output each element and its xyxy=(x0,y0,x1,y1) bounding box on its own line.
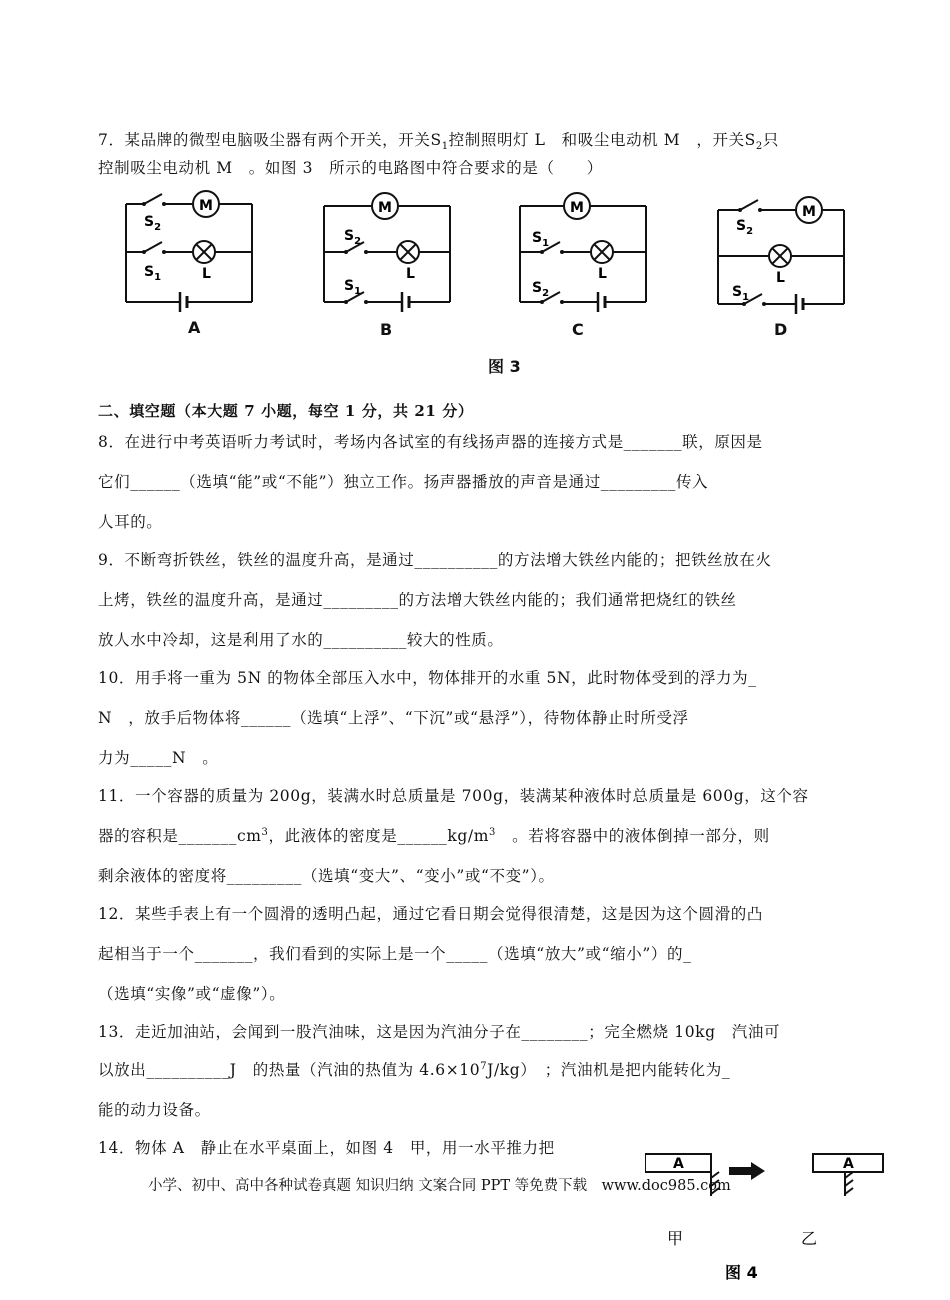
circuit-c xyxy=(518,190,648,314)
label-jia: 甲 xyxy=(667,1229,684,1248)
q8-line-3: 人耳的。 xyxy=(98,513,163,531)
motor-icon: M xyxy=(802,204,816,220)
motor-icon: M xyxy=(199,198,213,214)
figure-3-caption: 图 3 xyxy=(488,357,521,376)
q10-line-1: 10．用手将一重为 5N 的物体全部压入水中，物体排开的水重 5N，此时物体受到的浮力为_ xyxy=(98,669,757,687)
q9-line-2: 上烤，铁丝的温度升高，是通过_________的方法增大铁丝内能的；我们通常把烧红的铁丝 xyxy=(98,591,737,609)
switch-s2-label: $S_2$ xyxy=(144,214,162,233)
lamp-label: L xyxy=(776,270,785,286)
switch-s2-label: $S_2$ xyxy=(532,280,550,299)
footer-watermark: 小学、初中、高中各种试卷真题 知识归纳 文案合同 PPT 等免费下载 www.doc985.com xyxy=(148,1178,731,1194)
block-a-yi: A xyxy=(843,1156,854,1172)
circuit-d-label: D xyxy=(774,320,788,339)
q14-line-1: 14．物体 A 静止在水平桌面上，如图 4 甲，用一水平推力把 xyxy=(98,1139,555,1157)
q9-line-3: 放人水中冷却，这是利用了水的__________较大的性质。 xyxy=(98,631,504,649)
motor-icon: M xyxy=(378,200,392,216)
q13-line-2: 以放出__________J 的热量（汽油的热值为 $4.6\times 10^7J/kg$） ；汽油机是把内能转化为_ xyxy=(98,1060,731,1079)
q9-line-1: 9．不断弯折铁丝，铁丝的温度升高，是通过__________的方法增大铁丝内能的；把铁丝放在火 xyxy=(98,551,772,569)
q12-line-1: 12．某些手表上有一个圆滑的透明凸起，通过它看日期会觉得很清楚，这是因为这个圆滑的凸 xyxy=(98,905,763,923)
lamp-label: L xyxy=(406,266,415,282)
circuit-b xyxy=(322,190,452,314)
q8-line-2: 它们______（选填“能”或“不能”）独立工作。扬声器播放的声音是通过_________传入 xyxy=(98,473,709,491)
push-arrow-icon xyxy=(729,1167,751,1175)
q11-line-3: 剩余液体的密度将_________（选填“变大”、“变小”或“不变”）。 xyxy=(98,867,555,885)
motor-icon: M xyxy=(570,200,584,216)
q7-line-1: 7．某品牌的微型电脑吸尘器有两个开关，开关$S_1$控制照明灯 L 和吸尘电动机 M ，开关$S_2$只 xyxy=(98,131,779,153)
switch-s1-label: $S_1$ xyxy=(532,230,550,249)
section-2-heading: 二、填空题（本大题 7 小题，每空 1 分，共 21 分） xyxy=(98,402,474,420)
q11-line-2: 器的容积是$\_\_\_\_\_\_\_cm^3$，此液体的密度是$\_\_\_\_\_\_kg/m^3$ 。若将容器中的液体倒掉一部分，则 xyxy=(98,826,770,845)
circuit-b-diagram xyxy=(322,190,452,310)
circuit-c-label: C xyxy=(572,320,584,339)
circuit-d-diagram xyxy=(716,194,846,314)
block-a-jia: A xyxy=(673,1156,684,1172)
figure-4 xyxy=(645,1150,885,1294)
switch-s1-label: $S_1$ xyxy=(344,278,362,297)
q11-line-1: 11．一个容器的质量为 200g，装满水时总质量是 700g，装满某种液体时总质量是 600g，这个容 xyxy=(98,787,809,805)
q7-line-2: 控制吸尘电动机 M 。如图 3 所示的电路图中符合要求的是（ ） xyxy=(98,159,603,177)
switch-s2-label: $S_2$ xyxy=(344,228,362,247)
switch-s1-label: $S_1$ xyxy=(732,284,750,303)
q13-line-3: 能的动力设备。 xyxy=(98,1101,211,1119)
q10-line-3: 力为_____N 。 xyxy=(98,749,219,767)
q12-line-3: （选填“实像”或“虚像”）。 xyxy=(98,985,286,1003)
q12-line-2: 起相当于一个_______，我们看到的实际上是一个_____（选填“放大”或“缩小”）的_ xyxy=(98,945,692,963)
switch-s2-label: $S_2$ xyxy=(736,218,754,237)
circuit-a-diagram xyxy=(124,186,254,306)
lamp-label: L xyxy=(202,266,211,282)
lamp-label: L xyxy=(598,266,607,282)
circuit-c-diagram xyxy=(518,190,648,310)
circuit-a-label: A xyxy=(188,318,201,337)
circuit-a xyxy=(124,186,254,310)
switch-s1-label: $S_1$ xyxy=(144,264,162,283)
q13-line-1: 13．走近加油站，会闻到一股汽油味，这是因为汽油分子在________；完全燃烧 10kg 汽油可 xyxy=(98,1023,781,1041)
q10-line-2: N ，放手后物体将______（选填“上浮”、“下沉”或“悬浮”），待物体静止时所受浮 xyxy=(98,709,689,727)
circuit-d xyxy=(716,194,846,318)
figure-4-diagram xyxy=(645,1150,885,1290)
label-yi: 乙 xyxy=(801,1229,818,1248)
q8-line-1: 8．在进行中考英语听力考试时，考场内各试室的有线扬声器的连接方式是_______联，原因是 xyxy=(98,433,763,451)
circuit-b-label: B xyxy=(380,320,393,339)
figure-4-caption: 图 4 xyxy=(725,1263,758,1282)
